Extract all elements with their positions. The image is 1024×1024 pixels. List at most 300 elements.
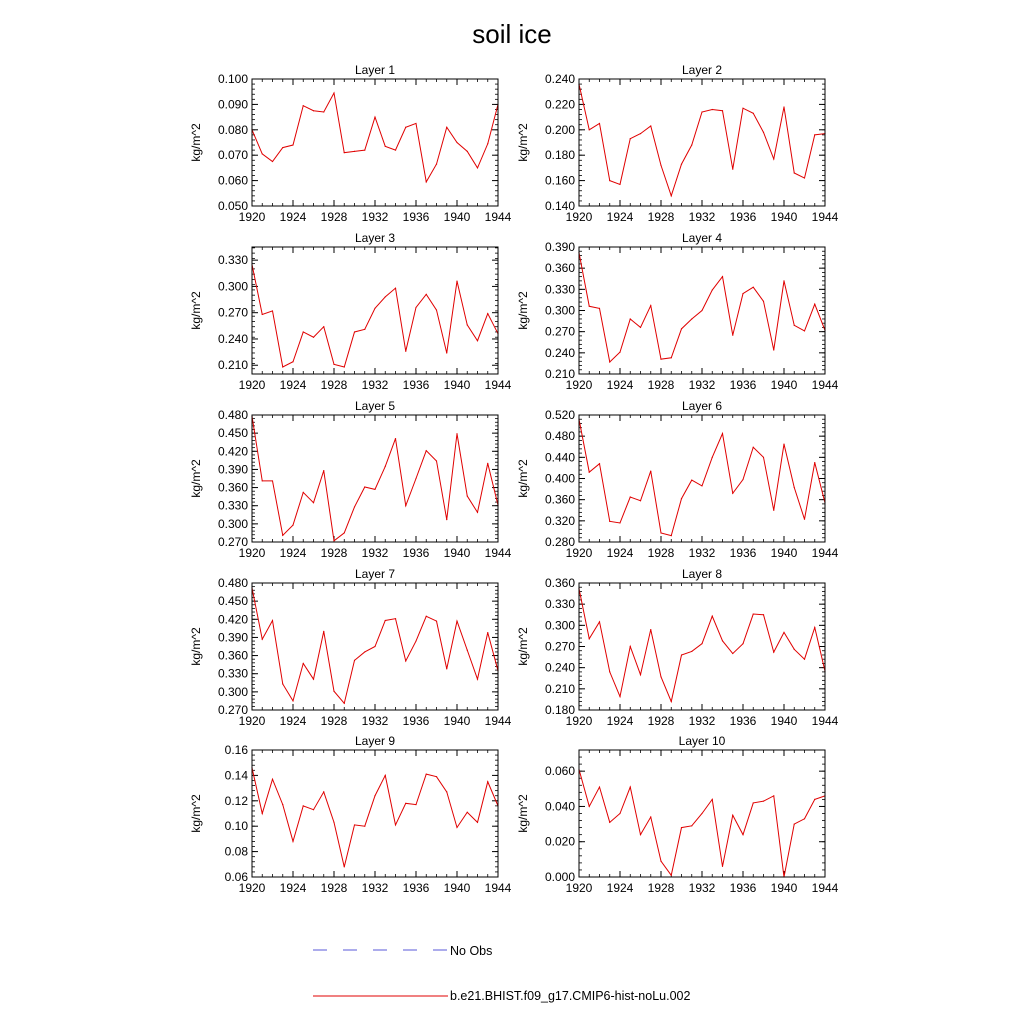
y-tick-label: 0.390 bbox=[544, 240, 575, 254]
data-point bbox=[681, 654, 682, 655]
data-point bbox=[323, 791, 324, 792]
data-point bbox=[333, 822, 334, 823]
chart-panel-9 bbox=[189, 734, 512, 895]
data-point bbox=[671, 701, 672, 702]
y-tick-label: 0.270 bbox=[217, 535, 248, 549]
data-point bbox=[303, 663, 304, 664]
data-point bbox=[681, 163, 682, 164]
data-point bbox=[272, 161, 273, 162]
data-point bbox=[282, 683, 283, 684]
y-tick-label: 0.480 bbox=[544, 429, 575, 444]
series-line bbox=[579, 589, 825, 702]
panel-title: Layer 9 bbox=[354, 734, 396, 748]
data-point bbox=[487, 143, 488, 144]
y-tick-label: 0.270 bbox=[544, 324, 575, 339]
y-tick-label: 0.140 bbox=[544, 199, 575, 213]
data-point bbox=[660, 532, 661, 533]
data-point bbox=[344, 366, 345, 367]
y-tick-label: 0.360 bbox=[544, 492, 575, 507]
data-point bbox=[344, 703, 345, 704]
data-point bbox=[344, 152, 345, 153]
data-point bbox=[272, 310, 273, 311]
data-point bbox=[467, 495, 468, 496]
data-point bbox=[436, 460, 437, 461]
data-point bbox=[436, 309, 437, 310]
panel-title: Layer 10 bbox=[678, 734, 726, 748]
data-point bbox=[487, 781, 488, 782]
x-tick-label: 1940 bbox=[770, 714, 798, 728]
x-tick-label: 1932 bbox=[688, 714, 716, 728]
x-tick-label: 1920 bbox=[238, 546, 266, 560]
chart-panel-4 bbox=[516, 231, 839, 392]
x-tick-label: 1936 bbox=[729, 546, 757, 560]
data-point bbox=[405, 803, 406, 804]
x-tick-label: 1944 bbox=[484, 210, 512, 224]
data-point bbox=[426, 181, 427, 182]
x-tick-label: 1920 bbox=[565, 210, 593, 224]
data-point bbox=[640, 674, 641, 675]
data-point bbox=[753, 802, 754, 803]
data-point bbox=[374, 117, 375, 118]
y-tick-label: 0.270 bbox=[544, 639, 575, 654]
y-tick-label: 0.440 bbox=[544, 450, 575, 465]
data-point bbox=[640, 834, 641, 835]
data-point bbox=[374, 308, 375, 309]
data-point bbox=[385, 620, 386, 621]
data-point bbox=[619, 184, 620, 185]
data-point bbox=[650, 629, 651, 630]
y-axis-label: kg/m^2 bbox=[516, 123, 530, 162]
x-tick-label: 1944 bbox=[484, 714, 512, 728]
data-point bbox=[783, 444, 784, 445]
data-point bbox=[487, 463, 488, 464]
y-tick-label: 0.060 bbox=[217, 173, 248, 188]
data-point bbox=[722, 110, 723, 111]
data-point bbox=[609, 671, 610, 672]
panels bbox=[189, 63, 839, 895]
x-tick-label: 1920 bbox=[238, 378, 266, 392]
data-point bbox=[426, 616, 427, 617]
data-point bbox=[701, 310, 702, 311]
x-tick-label: 1944 bbox=[811, 714, 839, 728]
y-tick-label: 0.10 bbox=[224, 819, 248, 834]
x-tick-label: 1940 bbox=[443, 546, 471, 560]
x-tick-label: 1944 bbox=[484, 546, 512, 560]
y-tick-label: 0.300 bbox=[544, 618, 575, 633]
data-point bbox=[763, 801, 764, 802]
y-tick-label: 0.330 bbox=[217, 666, 248, 681]
y-tick-label: 0.300 bbox=[217, 684, 248, 699]
chart-panel-7 bbox=[189, 567, 512, 728]
plot-frame bbox=[579, 79, 825, 206]
data-point bbox=[773, 652, 774, 653]
x-tick-label: 1944 bbox=[484, 881, 512, 895]
panel-title: Layer 1 bbox=[354, 63, 396, 77]
data-point bbox=[415, 307, 416, 308]
data-point bbox=[374, 795, 375, 796]
y-axis-label: kg/m^2 bbox=[516, 459, 530, 498]
y-tick-label: 0.180 bbox=[544, 148, 575, 163]
data-point bbox=[487, 632, 488, 633]
data-point bbox=[436, 621, 437, 622]
data-point bbox=[313, 502, 314, 503]
data-point bbox=[640, 327, 641, 328]
y-tick-label: 0.450 bbox=[217, 594, 248, 609]
data-point bbox=[374, 489, 375, 490]
data-point bbox=[354, 151, 355, 152]
y-tick-label: 0.400 bbox=[544, 471, 575, 486]
data-point bbox=[660, 359, 661, 360]
data-point bbox=[354, 506, 355, 507]
x-tick-label: 1932 bbox=[361, 881, 389, 895]
data-point bbox=[599, 463, 600, 464]
data-point bbox=[773, 158, 774, 159]
panel-title: Layer 5 bbox=[354, 399, 396, 413]
data-point bbox=[619, 352, 620, 353]
data-point bbox=[599, 786, 600, 787]
x-tick-label: 1940 bbox=[770, 881, 798, 895]
data-point bbox=[732, 493, 733, 494]
x-tick-label: 1924 bbox=[279, 546, 307, 560]
data-point bbox=[753, 447, 754, 448]
data-point bbox=[701, 643, 702, 644]
plot-frame bbox=[252, 750, 498, 877]
data-point bbox=[773, 510, 774, 511]
y-axis-label: kg/m^2 bbox=[516, 794, 530, 833]
data-point bbox=[385, 146, 386, 147]
y-tick-label: 0.040 bbox=[544, 799, 575, 814]
y-tick-label: 0.050 bbox=[217, 199, 248, 213]
x-tick-label: 1936 bbox=[729, 714, 757, 728]
data-point bbox=[619, 696, 620, 697]
plot-frame bbox=[579, 583, 825, 710]
y-tick-label: 0.480 bbox=[217, 408, 248, 422]
chart-panel-6 bbox=[516, 399, 839, 560]
y-axis-label: kg/m^2 bbox=[189, 627, 203, 666]
x-tick-label: 1928 bbox=[320, 378, 348, 392]
data-point bbox=[292, 361, 293, 362]
data-point bbox=[364, 329, 365, 330]
data-point bbox=[426, 774, 427, 775]
panel-title: Layer 2 bbox=[681, 63, 723, 77]
data-point bbox=[344, 532, 345, 533]
x-tick-label: 1936 bbox=[729, 210, 757, 224]
data-point bbox=[609, 822, 610, 823]
x-tick-label: 1932 bbox=[361, 714, 389, 728]
data-point bbox=[732, 815, 733, 816]
data-point bbox=[681, 498, 682, 499]
data-point bbox=[456, 621, 457, 622]
data-point bbox=[701, 485, 702, 486]
x-tick-label: 1932 bbox=[361, 546, 389, 560]
data-point bbox=[467, 650, 468, 651]
data-point bbox=[456, 433, 457, 434]
x-tick-label: 1924 bbox=[279, 881, 307, 895]
data-point bbox=[589, 638, 590, 639]
data-point bbox=[487, 313, 488, 314]
data-point bbox=[794, 487, 795, 488]
x-tick-label: 1928 bbox=[647, 378, 675, 392]
data-point bbox=[456, 281, 457, 282]
x-tick-label: 1940 bbox=[770, 210, 798, 224]
x-tick-label: 1932 bbox=[688, 546, 716, 560]
y-tick-label: 0.360 bbox=[217, 480, 248, 495]
y-tick-label: 0.280 bbox=[544, 535, 575, 549]
y-axis-label: kg/m^2 bbox=[516, 627, 530, 666]
data-point bbox=[794, 325, 795, 326]
data-point bbox=[783, 106, 784, 107]
x-tick-label: 1924 bbox=[279, 210, 307, 224]
x-tick-label: 1924 bbox=[279, 378, 307, 392]
x-tick-label: 1940 bbox=[770, 546, 798, 560]
data-point bbox=[436, 776, 437, 777]
data-point bbox=[344, 866, 345, 867]
y-tick-label: 0.020 bbox=[544, 834, 575, 849]
data-point bbox=[446, 791, 447, 792]
x-tick-label: 1920 bbox=[238, 210, 266, 224]
x-tick-label: 1920 bbox=[238, 714, 266, 728]
x-tick-label: 1940 bbox=[443, 714, 471, 728]
x-tick-label: 1920 bbox=[565, 546, 593, 560]
data-point bbox=[395, 618, 396, 619]
x-tick-label: 1940 bbox=[443, 210, 471, 224]
data-point bbox=[691, 825, 692, 826]
series-line bbox=[252, 265, 498, 367]
data-point bbox=[303, 105, 304, 106]
data-point bbox=[763, 301, 764, 302]
series-line bbox=[252, 588, 498, 704]
data-point bbox=[354, 331, 355, 332]
data-point bbox=[313, 110, 314, 111]
x-tick-label: 1944 bbox=[811, 881, 839, 895]
x-tick-label: 1928 bbox=[320, 881, 348, 895]
data-point bbox=[262, 639, 263, 640]
data-point bbox=[303, 492, 304, 493]
y-tick-label: 0.330 bbox=[217, 498, 248, 513]
y-tick-label: 0.330 bbox=[217, 253, 248, 268]
data-point bbox=[650, 816, 651, 817]
data-point bbox=[814, 627, 815, 628]
data-point bbox=[282, 366, 283, 367]
x-tick-label: 1928 bbox=[320, 714, 348, 728]
data-point bbox=[262, 153, 263, 154]
data-point bbox=[794, 649, 795, 650]
data-point bbox=[415, 478, 416, 479]
data-point bbox=[262, 813, 263, 814]
data-point bbox=[385, 775, 386, 776]
data-point bbox=[446, 352, 447, 353]
y-tick-label: 0.14 bbox=[224, 768, 248, 783]
y-tick-label: 0.240 bbox=[544, 345, 575, 360]
data-point bbox=[262, 314, 263, 315]
x-tick-label: 1944 bbox=[811, 210, 839, 224]
y-tick-label: 0.210 bbox=[217, 358, 248, 373]
data-point bbox=[701, 813, 702, 814]
data-point bbox=[630, 138, 631, 139]
x-tick-label: 1932 bbox=[688, 378, 716, 392]
data-point bbox=[773, 795, 774, 796]
y-tick-label: 0.220 bbox=[544, 97, 575, 112]
x-tick-label: 1936 bbox=[729, 881, 757, 895]
data-point bbox=[660, 676, 661, 677]
y-tick-label: 0.450 bbox=[217, 426, 248, 441]
y-tick-label: 0.06 bbox=[224, 870, 248, 884]
data-point bbox=[415, 640, 416, 641]
y-tick-label: 0.360 bbox=[217, 648, 248, 663]
x-tick-label: 1924 bbox=[606, 378, 634, 392]
data-point bbox=[456, 827, 457, 828]
data-point bbox=[313, 679, 314, 680]
data-point bbox=[712, 109, 713, 110]
data-point bbox=[303, 805, 304, 806]
data-point bbox=[364, 150, 365, 151]
x-tick-label: 1944 bbox=[484, 378, 512, 392]
data-point bbox=[712, 457, 713, 458]
series-line bbox=[579, 419, 825, 535]
data-point bbox=[415, 123, 416, 124]
chart-panel-10 bbox=[516, 734, 839, 895]
panel-title: Layer 3 bbox=[354, 231, 396, 245]
y-tick-label: 0.200 bbox=[544, 122, 575, 137]
x-tick-label: 1940 bbox=[443, 881, 471, 895]
data-point bbox=[292, 700, 293, 701]
plot-frame bbox=[252, 247, 498, 374]
data-point bbox=[292, 841, 293, 842]
panel-title: Layer 7 bbox=[354, 567, 396, 581]
chart-panel-3 bbox=[189, 231, 512, 392]
data-point bbox=[753, 287, 754, 288]
y-tick-label: 0.000 bbox=[544, 870, 575, 884]
data-point bbox=[712, 616, 713, 617]
data-point bbox=[630, 786, 631, 787]
y-tick-label: 0.240 bbox=[544, 72, 575, 86]
data-point bbox=[742, 834, 743, 835]
data-point bbox=[742, 108, 743, 109]
data-point bbox=[722, 640, 723, 641]
data-point bbox=[405, 351, 406, 352]
data-point bbox=[640, 500, 641, 501]
data-point bbox=[364, 486, 365, 487]
panel-title: Layer 6 bbox=[681, 399, 723, 413]
plot-frame bbox=[579, 415, 825, 542]
data-point bbox=[477, 340, 478, 341]
x-tick-label: 1920 bbox=[565, 378, 593, 392]
data-point bbox=[814, 462, 815, 463]
data-point bbox=[405, 660, 406, 661]
data-point bbox=[619, 813, 620, 814]
chart-panel-5 bbox=[189, 399, 512, 560]
data-point bbox=[323, 470, 324, 471]
data-point bbox=[405, 505, 406, 506]
data-point bbox=[630, 318, 631, 319]
data-point bbox=[354, 824, 355, 825]
data-point bbox=[691, 144, 692, 145]
data-point bbox=[589, 129, 590, 130]
x-tick-label: 1924 bbox=[606, 210, 634, 224]
data-point bbox=[609, 521, 610, 522]
data-point bbox=[599, 621, 600, 622]
y-tick-label: 0.240 bbox=[217, 331, 248, 346]
data-point bbox=[313, 809, 314, 810]
y-tick-label: 0.390 bbox=[217, 630, 248, 645]
chart-panel-8 bbox=[516, 567, 839, 728]
data-point bbox=[691, 651, 692, 652]
chart-panel-2 bbox=[516, 63, 839, 224]
x-tick-label: 1936 bbox=[402, 210, 430, 224]
y-tick-label: 0.300 bbox=[544, 303, 575, 318]
data-point bbox=[722, 866, 723, 867]
data-point bbox=[681, 328, 682, 329]
data-point bbox=[804, 659, 805, 660]
data-point bbox=[415, 804, 416, 805]
x-tick-label: 1936 bbox=[402, 714, 430, 728]
y-tick-label: 0.520 bbox=[544, 408, 575, 422]
data-point bbox=[364, 826, 365, 827]
data-point bbox=[292, 144, 293, 145]
x-tick-label: 1928 bbox=[320, 546, 348, 560]
data-point bbox=[712, 799, 713, 800]
data-point bbox=[753, 113, 754, 114]
x-tick-label: 1928 bbox=[647, 881, 675, 895]
data-point bbox=[712, 289, 713, 290]
data-point bbox=[599, 123, 600, 124]
y-tick-label: 0.180 bbox=[544, 703, 575, 717]
panel-title: Layer 4 bbox=[681, 231, 723, 245]
x-tick-label: 1924 bbox=[606, 714, 634, 728]
data-point bbox=[589, 306, 590, 307]
x-tick-label: 1940 bbox=[770, 378, 798, 392]
y-tick-label: 0.08 bbox=[224, 844, 248, 859]
data-point bbox=[773, 349, 774, 350]
y-tick-label: 0.360 bbox=[544, 261, 575, 276]
data-point bbox=[783, 280, 784, 281]
y-tick-label: 0.420 bbox=[217, 612, 248, 627]
y-tick-label: 0.300 bbox=[217, 279, 248, 294]
data-point bbox=[794, 823, 795, 824]
data-point bbox=[589, 472, 590, 473]
x-tick-label: 1940 bbox=[443, 378, 471, 392]
plot-frame bbox=[252, 79, 498, 206]
data-point bbox=[467, 324, 468, 325]
y-tick-label: 0.070 bbox=[217, 148, 248, 163]
data-point bbox=[303, 331, 304, 332]
x-tick-label: 1944 bbox=[811, 378, 839, 392]
data-point bbox=[599, 308, 600, 309]
y-tick-label: 0.16 bbox=[224, 743, 248, 757]
y-tick-label: 0.210 bbox=[544, 681, 575, 696]
x-tick-label: 1932 bbox=[688, 210, 716, 224]
data-point bbox=[272, 779, 273, 780]
data-point bbox=[467, 151, 468, 152]
data-point bbox=[691, 318, 692, 319]
data-point bbox=[456, 142, 457, 143]
data-point bbox=[364, 651, 365, 652]
x-tick-label: 1928 bbox=[647, 210, 675, 224]
y-tick-label: 0.270 bbox=[217, 305, 248, 320]
data-point bbox=[660, 165, 661, 166]
x-tick-label: 1932 bbox=[361, 378, 389, 392]
data-point bbox=[763, 614, 764, 615]
plot-frame bbox=[252, 415, 498, 542]
series-line bbox=[252, 93, 498, 182]
data-point bbox=[671, 535, 672, 536]
y-axis-label: kg/m^2 bbox=[516, 291, 530, 330]
data-point bbox=[640, 133, 641, 134]
data-point bbox=[292, 524, 293, 525]
data-point bbox=[650, 125, 651, 126]
data-point bbox=[385, 466, 386, 467]
data-point bbox=[477, 679, 478, 680]
